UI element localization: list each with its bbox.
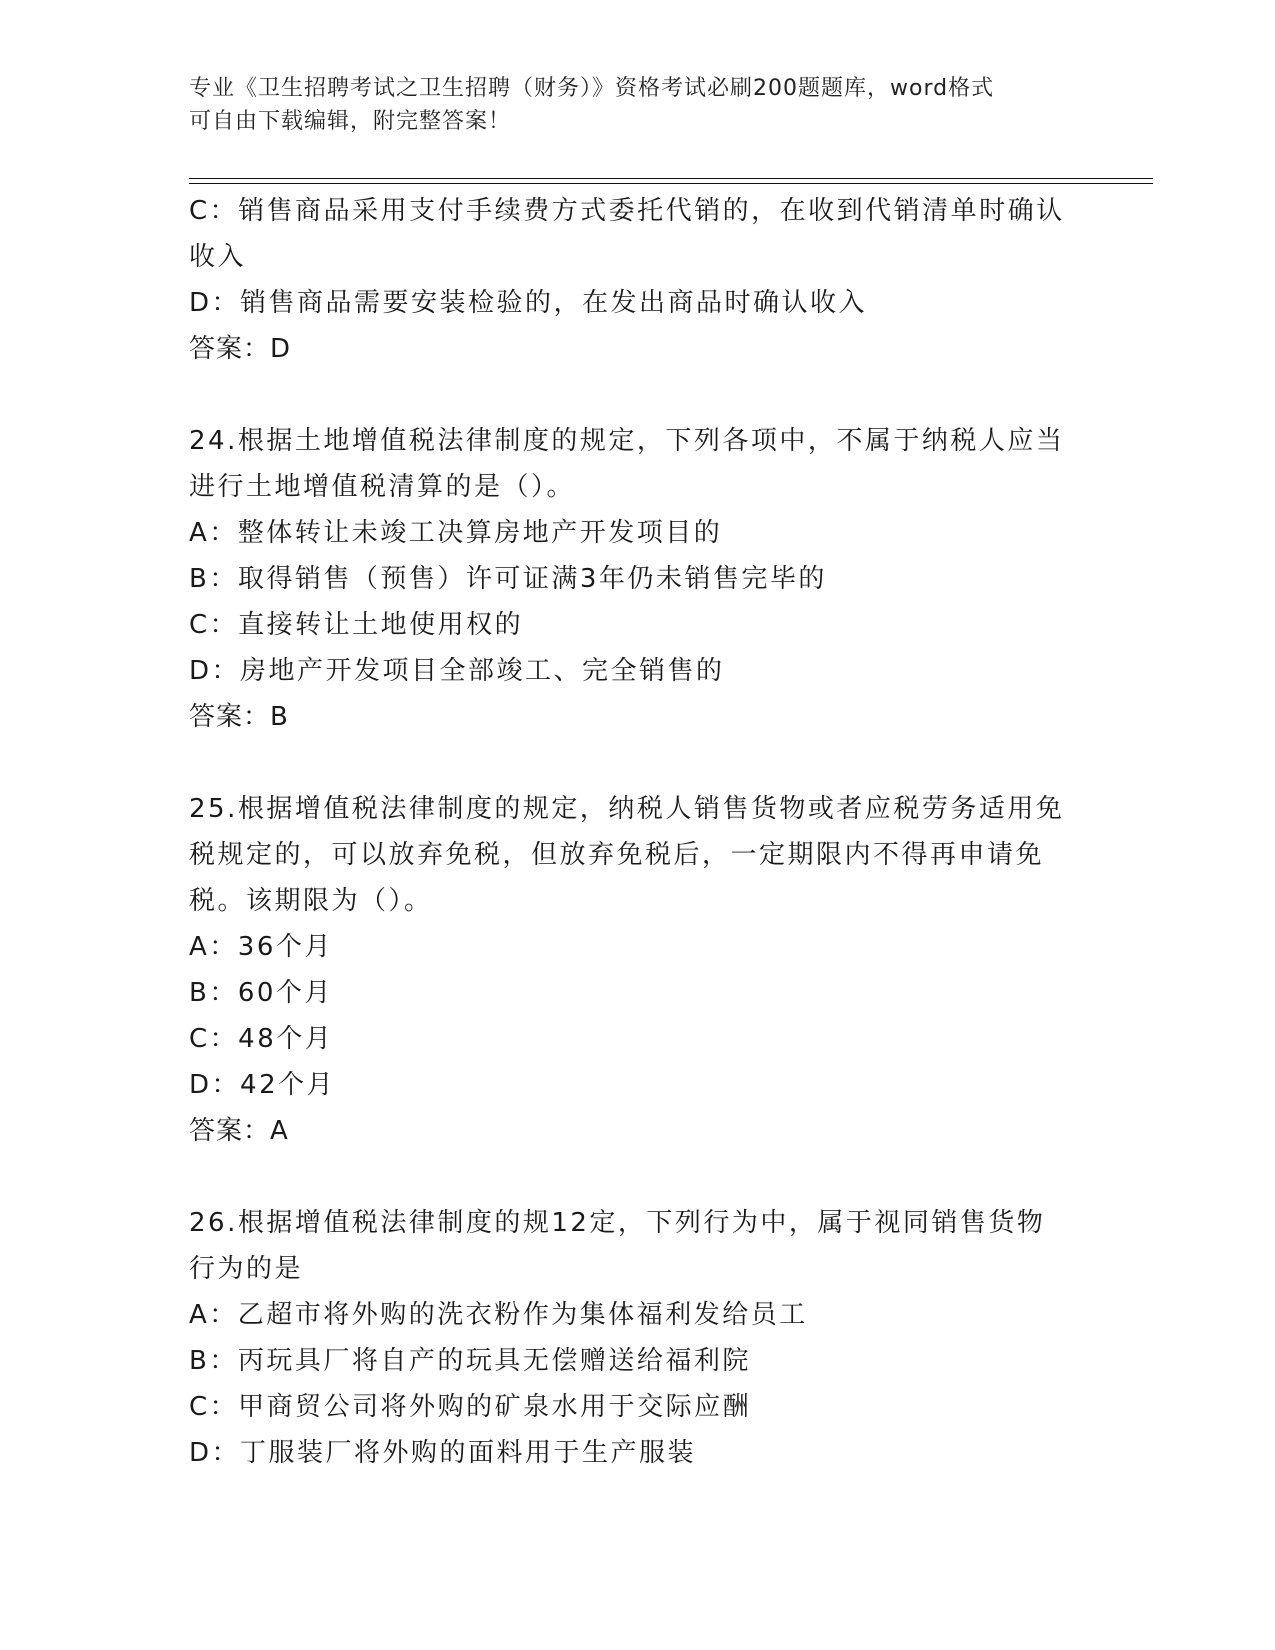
question-stem-line-1: 24.根据土地增值税法律制度的规定，下列各项中，不属于纳税人应当 xyxy=(189,426,1065,456)
question-stem-line-3: 税。该期限为（）。 xyxy=(189,886,433,916)
document-body xyxy=(189,188,1089,1476)
question-25 xyxy=(189,786,1089,1154)
header-title-line-1: 专业《卫生招聘考试之卫生招聘（财务）》资格考试必刷200题题库，word格式 xyxy=(189,76,995,101)
header-divider-top xyxy=(189,178,1153,179)
question-23-continued xyxy=(189,188,1089,372)
answer: 答案：D xyxy=(189,334,292,364)
option-c: C：甲商贸公司将外购的矿泉水用于交际应酬 xyxy=(189,1392,752,1422)
option-c-line-1: C：销售商品采用支付手续费方式委托代销的，在收到代销清单时确认 xyxy=(189,196,1065,226)
spacer xyxy=(189,372,1089,418)
question-26 xyxy=(189,1200,1089,1476)
spacer xyxy=(189,1154,1089,1200)
question-stem-line-2: 进行土地增值税清算的是（）。 xyxy=(189,472,576,502)
option-c-line-2: 收入 xyxy=(189,242,247,272)
question-stem-line-2: 行为的是 xyxy=(189,1254,304,1284)
option-c: C：直接转让土地使用权的 xyxy=(189,610,524,640)
question-24 xyxy=(189,418,1089,740)
question-stem-line-1: 26.根据增值税法律制度的规12定，下列行为中，属于视同销售货物 xyxy=(189,1208,1046,1238)
answer: 答案：B xyxy=(189,702,289,732)
option-d: D：房地产开发项目全部竣工、完全销售的 xyxy=(189,656,725,686)
option-d: D：42个月 xyxy=(189,1070,336,1100)
header-divider-bottom xyxy=(189,183,1153,184)
option-d: D：丁服装厂将外购的面料用于生产服装 xyxy=(189,1438,697,1468)
option-d: D：销售商品需要安装检验的，在发出商品时确认收入 xyxy=(189,288,868,318)
option-c: C：48个月 xyxy=(189,1024,334,1054)
question-stem-line-2: 税规定的，可以放弃免税，但放弃免税后，一定期限内不得再申请免 xyxy=(189,840,1045,870)
option-a: A：乙超市将外购的洗衣粉作为集体福利发给员工 xyxy=(189,1300,808,1330)
option-b: B：丙玩具厂将自产的玩具无偿赠送给福利院 xyxy=(189,1346,751,1376)
question-stem-line-1: 25.根据增值税法律制度的规定，纳税人销售货物或者应税劳务适用免 xyxy=(189,794,1065,824)
option-b: B：取得销售（预售）许可证满3年仍未销售完毕的 xyxy=(189,564,827,594)
option-a: A：整体转让未竣工决算房地产开发项目的 xyxy=(189,518,723,548)
header-title-line-2: 可自由下载编辑，附完整答案！ xyxy=(189,109,512,134)
spacer xyxy=(189,740,1089,786)
page-header xyxy=(189,72,1069,138)
option-b: B：60个月 xyxy=(189,978,333,1008)
option-a: A：36个月 xyxy=(189,932,333,962)
answer: 答案：A xyxy=(189,1116,289,1146)
